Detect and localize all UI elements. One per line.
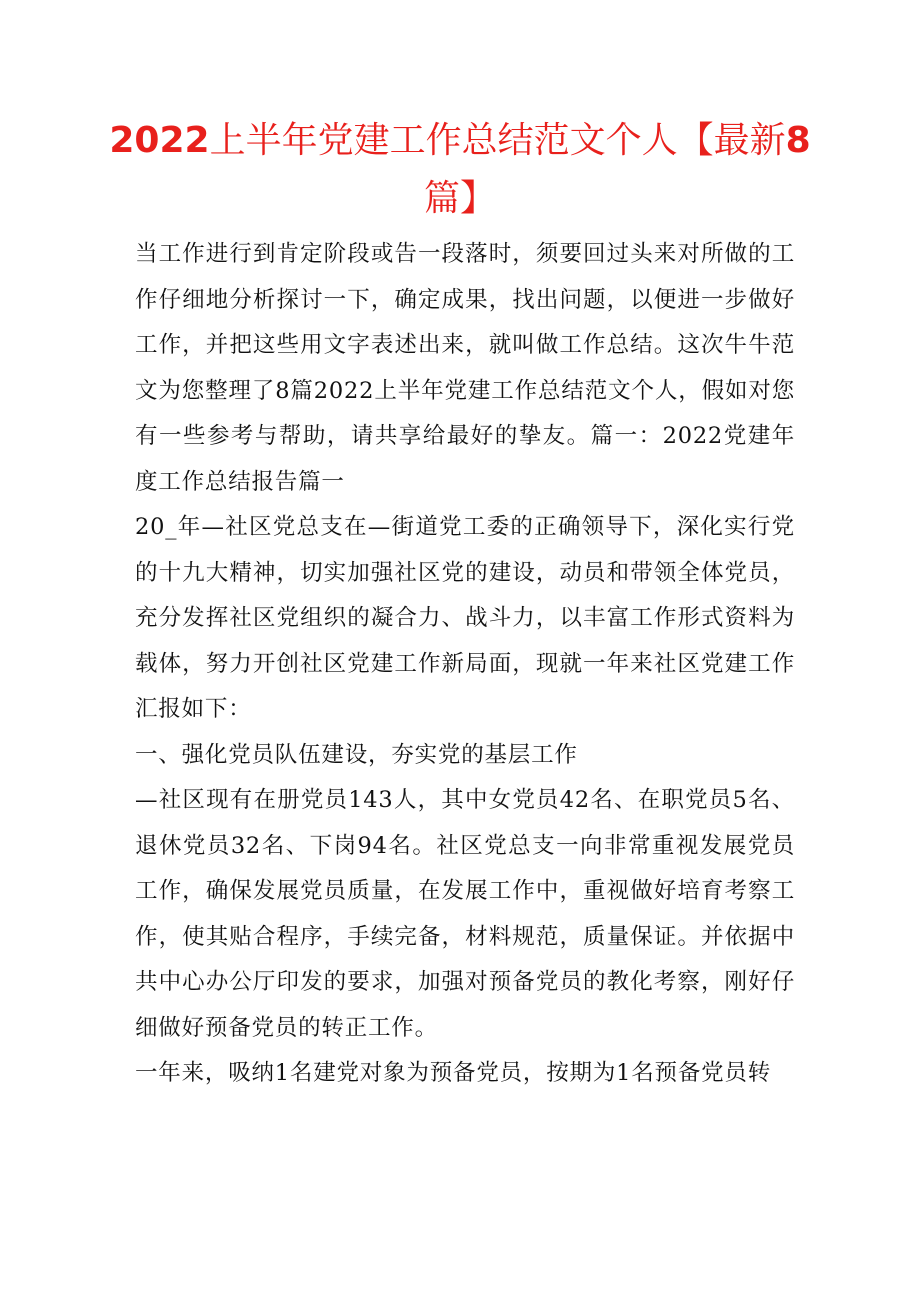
title-year: 2022 (109, 120, 210, 161)
title-suffix: 篇】 (423, 178, 496, 219)
paragraph-recruitment: 一年来，吸纳1名建党对象为预备党员，按期为1名预备党员转 (135, 1060, 772, 1086)
section-heading-1: 一、强化党员队伍建设，夯实党的基层工作 (135, 741, 578, 768)
title-main: 上半年党建工作总结范文个人【最新 (209, 120, 786, 161)
title-count: 8 (785, 120, 811, 161)
document-title (100, 112, 820, 228)
document-body (135, 232, 795, 1097)
paragraph-intro: 当工作进行到肯定阶段或告一段落时，须要回过头来对所做的工作仔细地分析探讨一下，确定成果，找出问题，以便进一步做好工作，并把这些用文字表述出来，就叫做工作总结。这次牛牛范文为您整理了8篇2022上半年党建工作总结范文个人，假如对您有一些参考与帮助，请共享给最好的挚友。篇一：2022党建年度工作总结报告篇一 (135, 241, 795, 495)
paragraph-overview: 20_年—社区党总支在—街道党工委的正确领导下，深化实行党的十九大精神，切实加强社区党的建设，动员和带领全体党员，充分发挥社区党组织的凝合力、战斗力，以丰富工作形式资料为载体，努力开创社区党建工作新局面，现就一年来社区党建工作汇报如下： (135, 514, 795, 722)
paragraph-members: —社区现有在册党员143人，其中女党员42名、在职党员5名、退休党员32名、下岗94名。社区党总支一向非常重视发展党员工作，确保发展党员质量，在发展工作中，重视做好培育考察工作，使其贴合程序，手续完备，材料规范，质量保证。并依据中共中心办公厅印发的要求，加强对预备党员的教化考察，刚好仔细做好预备党员的转正工作。 (135, 787, 795, 1041)
